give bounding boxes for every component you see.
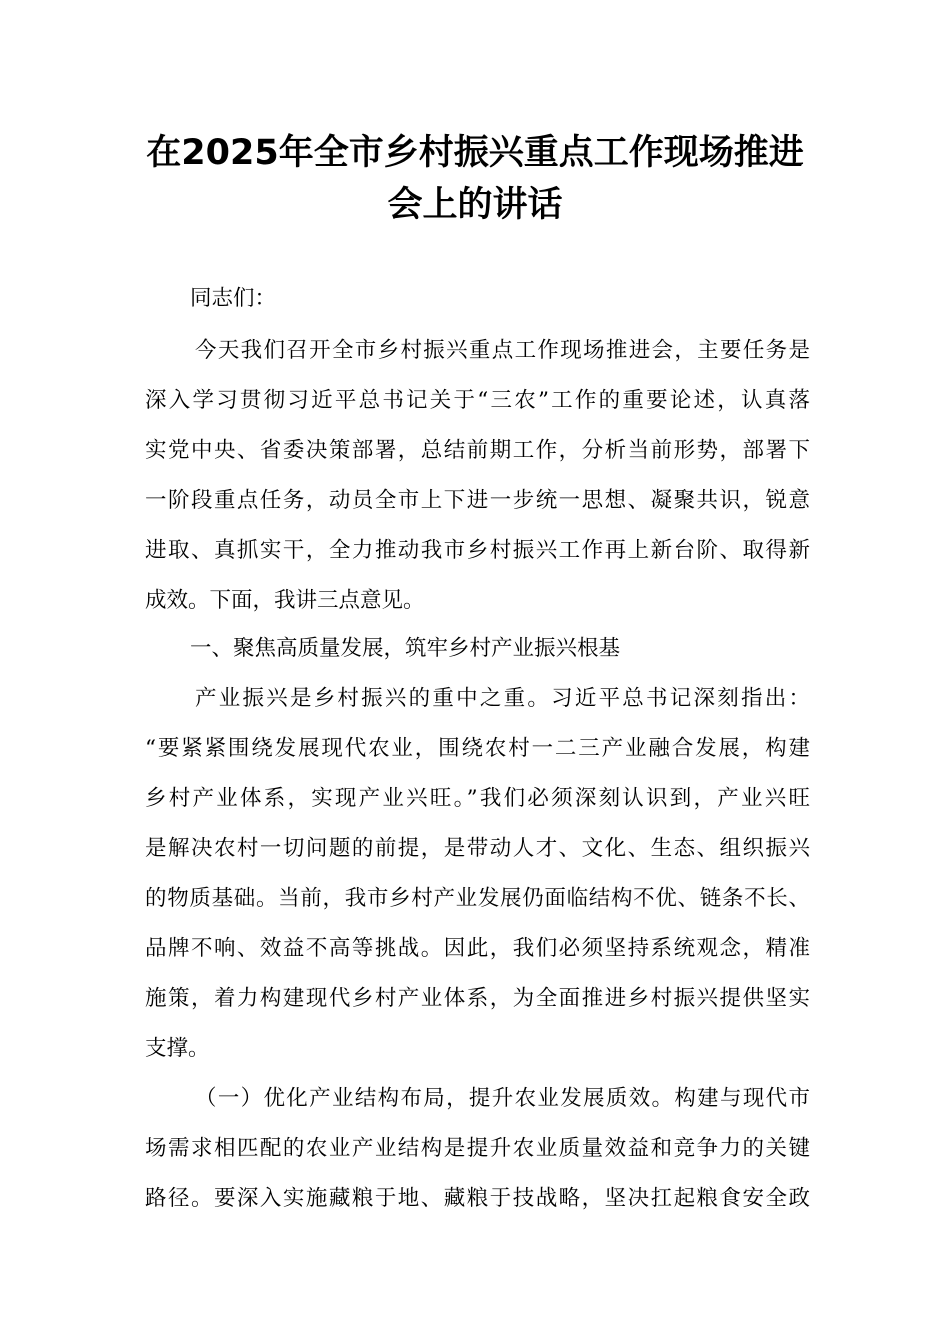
paragraph-line: （一）优化产业结构布局，提升农业发展质效。构建与现代市: [195, 1086, 810, 1111]
paragraph-line: 一阶段重点任务，动员全市上下进一步统一思想、凝聚共识，锐意: [145, 488, 810, 513]
paragraph-line: 是解决农村一切问题的前提，是带动人才、文化、生态、组织振兴: [145, 836, 810, 861]
paragraph-line: 实党中央、省委决策部署，总结前期工作，分析当前形势，部署下: [145, 438, 810, 463]
paragraph-line: “要紧紧围绕发展现代农业，围绕农村一二三产业融合发展，构建: [145, 736, 810, 761]
paragraph-line: 产业振兴是乡村振兴的重中之重。习近平总书记深刻指出：: [195, 686, 810, 711]
paragraph-line: 施策，着力构建现代乡村产业体系，为全面推进乡村振兴提供坚实: [145, 986, 810, 1011]
document-title-line-2: 会上的讲话: [387, 185, 563, 225]
salutation: 同志们：: [190, 286, 277, 311]
paragraph-line: 支撑。: [145, 1036, 210, 1061]
paragraph-line: 品牌不响、效益不高等挑战。因此，我们必须坚持系统观念，精准: [145, 936, 810, 961]
paragraph-line: 成效。下面，我讲三点意见。: [145, 588, 425, 613]
paragraph-line: 路径。要深入实施藏粮于地、藏粮于技战略，坚决扛起粮食安全政: [145, 1186, 810, 1211]
paragraph-line: 深入学习贯彻习近平总书记关于“三农”工作的重要论述，认真落: [145, 388, 810, 413]
paragraph-line: 的物质基础。当前，我市乡村产业发展仍面临结构不优、链条不长、: [145, 886, 810, 911]
document-title-line-1: 在2025年全市乡村振兴重点工作现场推进: [146, 133, 804, 173]
paragraph-line: 进取、真抓实干，全力推动我市乡村振兴工作再上新台阶、取得新: [145, 538, 810, 563]
paragraph-line: 场需求相匹配的农业产业结构是提升农业质量效益和竞争力的关键: [145, 1136, 810, 1161]
section-heading: 一、聚焦高质量发展，筑牢乡村产业振兴根基: [190, 636, 621, 661]
paragraph-line: 今天我们召开全市乡村振兴重点工作现场推进会，主要任务是: [195, 338, 810, 363]
paragraph-line: 乡村产业体系，实现产业兴旺。”我们必须深刻认识到，产业兴旺: [145, 786, 810, 811]
